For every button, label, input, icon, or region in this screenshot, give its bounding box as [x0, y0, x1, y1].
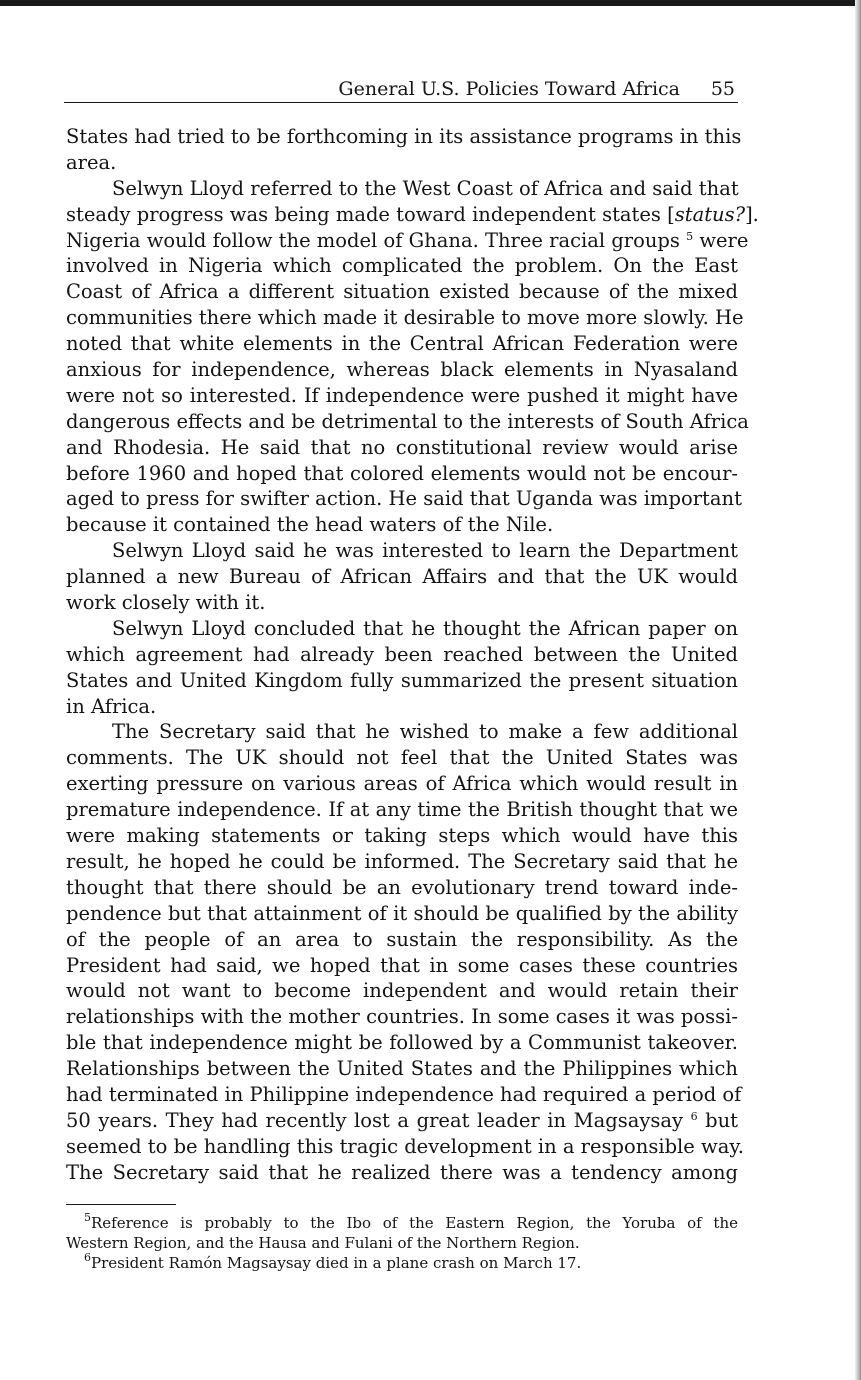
text-line: work closely with it.	[66, 591, 266, 615]
text-line: seemed to be handling this tragic development in a responsible way.	[66, 1134, 744, 1158]
text-line: of the people of an area to sustain the responsibility. As the	[66, 927, 738, 951]
text-line: relationships with the mother countries. In some cases it was possi-	[66, 1005, 738, 1029]
text-line: States had tried to be forthcoming in its assistance programs in this	[66, 125, 742, 148]
text-line: because it contained the head waters of the Nile.	[66, 513, 554, 537]
text-line: dangerous effects and be detrimental to the interests of South Africa	[66, 409, 749, 433]
italic-word: status?	[674, 202, 746, 226]
text-line: Coast of Africa a different situation existed because of the mixed	[66, 280, 738, 304]
text-line: The Secretary said that he wished to make a few additional	[112, 720, 738, 744]
text-line: in Africa.	[66, 694, 157, 718]
footnote-6	[66, 1253, 738, 1273]
text-line: which agreement had already been reached between the United	[66, 642, 738, 666]
text-line: thought that there should be an evolutionary trend toward inde-	[66, 875, 738, 899]
text-line: Selwyn Lloyd referred to the West Coast of Africa and said that	[112, 176, 739, 200]
text-line: result, he hoped he could be informed. The Secretary said that he	[66, 849, 738, 873]
footnote-ref-6: 6	[690, 1109, 698, 1123]
text-line: had terminated in Philippine independence had required a period of	[66, 1082, 742, 1106]
text-line: planned a new Bureau of African Affairs and that the UK would	[66, 565, 738, 589]
text-line: comments. The UK should not feel that the United States was	[66, 746, 738, 770]
text-line: and Rhodesia. He said that no constitutional review would arise	[66, 435, 738, 459]
text-line: area.	[66, 150, 117, 174]
text-line: involved in Nigeria which complicated the problem. On the East	[66, 254, 738, 278]
footnote-marker-5: 5	[84, 1211, 91, 1224]
footnote-ref-5: 5	[686, 229, 694, 243]
text-line	[66, 1108, 738, 1134]
text-line: Selwyn Lloyd concluded that he thought the African paper on	[112, 616, 738, 640]
text-line: before 1960 and hoped that colored elements would not be encour-	[66, 461, 738, 485]
text-line: President had said, we hoped that in some cases these countries	[66, 953, 738, 977]
text-line: noted that white elements in the Central African Federation were	[66, 332, 738, 356]
text-line	[66, 202, 759, 228]
page-right-edge	[855, 0, 861, 1380]
body-text	[66, 124, 759, 1186]
text-line: anxious for independence, whereas black elements in Nyasaland	[66, 358, 738, 382]
text-line: aged to press for swifter action. He said that Uganda was important	[66, 487, 742, 511]
text-line: ble that independence might be followed by a Communist takeover.	[66, 1031, 738, 1055]
running-header	[64, 76, 738, 103]
text-segment: but	[697, 1108, 739, 1132]
text-line: Relationships between the United States and the Philippines which	[66, 1057, 738, 1081]
text-line: premature independence. If at any time the British thought that we	[66, 798, 738, 822]
text-line: exerting pressure on various areas of Africa which would result in	[66, 772, 738, 796]
text-segment: were	[693, 228, 749, 252]
page-number: 55	[710, 78, 735, 100]
text-segment: steady progress was being made toward independent states [	[66, 202, 675, 226]
footnote-text: President Ramón Magsaysay died in a plane crash on March 17.	[91, 1254, 582, 1272]
footnote-5	[66, 1213, 738, 1233]
footnote-5-continued: Western Region, and the Hausa and Fulani of the Northern Region.	[66, 1234, 580, 1252]
footnotes	[66, 1213, 738, 1273]
text-line: were not so interested. If independence were pushed it might have	[66, 383, 738, 407]
footnote-marker-6: 6	[84, 1251, 91, 1264]
text-line: were making statements or taking steps which would have this	[66, 824, 738, 848]
text-line: pendence but that attainment of it should be qualified by the ability	[66, 901, 738, 925]
text-segment: 50 years. They had recently lost a great leader in Magsaysay	[66, 1108, 684, 1132]
footnote-rule	[66, 1204, 176, 1205]
text-line: The Secretary said that he realized there was a tendency among	[66, 1160, 738, 1184]
footnote-text: Reference is probably to the Ibo of the Eastern Region, the Yoruba of the	[91, 1214, 738, 1232]
page-top-edge	[0, 0, 861, 6]
text-line	[66, 228, 749, 254]
text-line: States and United Kingdom fully summarized the present situation	[66, 668, 738, 692]
text-segment: Nigeria would follow the model of Ghana. Three racial groups	[66, 228, 680, 252]
text-segment: ].	[745, 202, 759, 226]
text-line: communities there which made it desirable to move more slowly. He	[66, 306, 744, 330]
text-line: Selwyn Lloyd said he was interested to learn the Department	[112, 539, 738, 563]
text-line: would not want to become independent and would retain their	[66, 979, 738, 1003]
running-header-title: General U.S. Policies Toward Africa	[338, 78, 680, 100]
